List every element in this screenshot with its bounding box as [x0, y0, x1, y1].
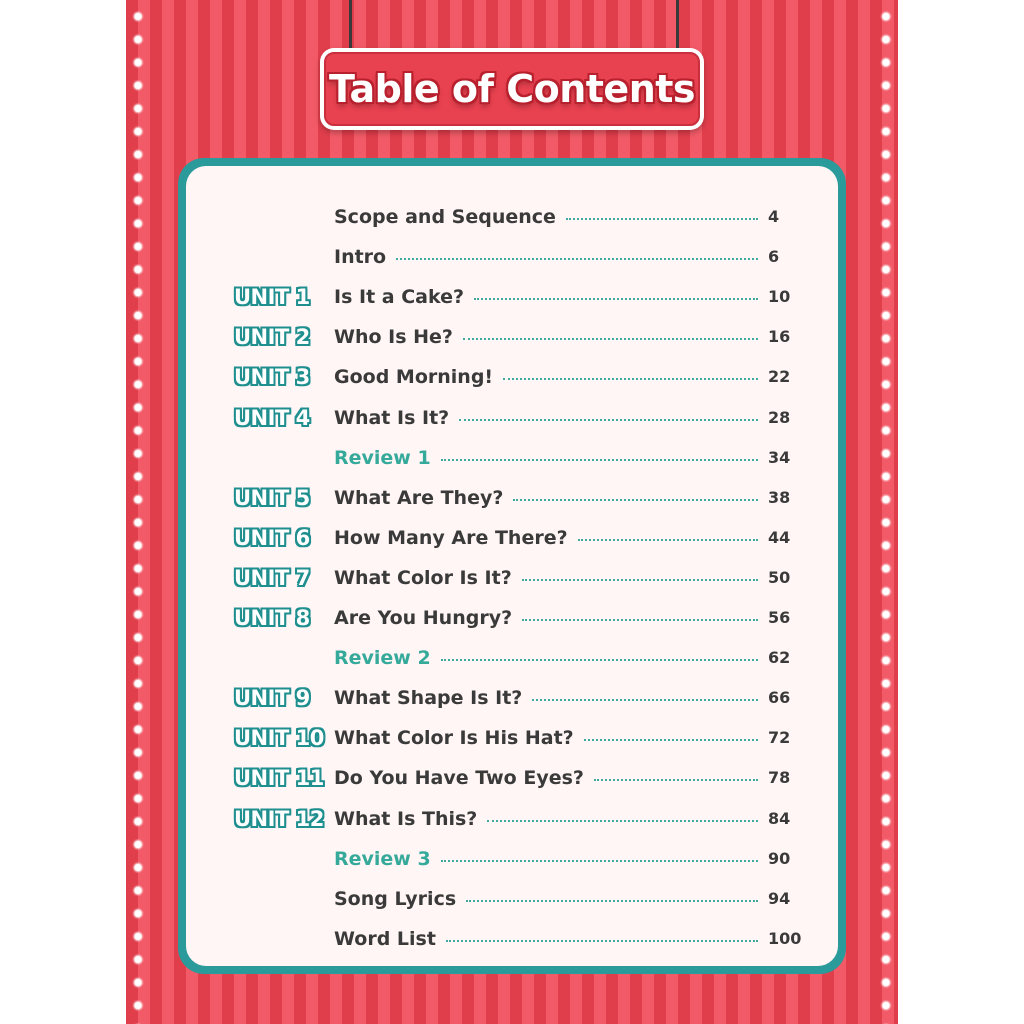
title-sign	[320, 48, 704, 130]
unit-badge: UNIT 5	[234, 486, 310, 510]
page-number: 4	[768, 207, 780, 226]
dotted-leader	[441, 860, 758, 862]
dotted-leader	[532, 699, 758, 701]
unit-badge: UNIT 9	[234, 686, 310, 710]
unit-badge: UNIT 11	[234, 766, 324, 790]
entry-title: What Are They?	[334, 487, 504, 509]
page-number: 22	[768, 367, 791, 386]
toc-row	[186, 522, 838, 554]
page-title: Table of Contents	[328, 67, 696, 111]
toc-row	[186, 361, 838, 393]
entry-title: Who Is He?	[334, 326, 453, 348]
page-number: 34	[768, 448, 791, 467]
toc-entry	[334, 722, 758, 754]
toc-entry	[334, 883, 758, 915]
entry-title: Intro	[334, 246, 387, 268]
entry-title: Scope and Sequence	[334, 206, 556, 228]
unit-badge: UNIT 4	[234, 406, 310, 430]
toc-row	[186, 803, 838, 835]
dotted-leader	[503, 378, 758, 380]
dotted-leader	[466, 900, 758, 902]
page-number: 72	[768, 728, 791, 747]
light-bulbs-left-border	[128, 0, 148, 1024]
entry-title: Song Lyrics	[334, 888, 457, 910]
toc-panel	[178, 158, 846, 974]
entry-title: What Color Is It?	[334, 567, 512, 589]
page-number: 10	[768, 287, 791, 306]
toc-entry	[334, 361, 758, 393]
toc-entry	[334, 482, 758, 514]
entry-title: What Color Is His Hat?	[334, 727, 574, 749]
hanging-wire-left	[349, 0, 352, 52]
entry-title: Is It a Cake?	[334, 286, 464, 308]
page-number: 66	[768, 688, 791, 707]
entry-title: How Many Are There?	[334, 527, 568, 549]
toc-row	[186, 442, 838, 474]
unit-badge: UNIT 1	[234, 285, 310, 309]
toc-entry	[334, 923, 758, 955]
page-number: 28	[768, 408, 791, 427]
toc-entry	[334, 321, 758, 353]
dotted-leader	[522, 619, 758, 621]
dotted-leader	[441, 459, 758, 461]
entry-title: Good Morning!	[334, 366, 494, 388]
toc-row	[186, 281, 838, 313]
toc-row	[186, 923, 838, 955]
unit-badge: UNIT 3	[234, 365, 310, 389]
dotted-leader	[578, 539, 758, 541]
toc-row	[186, 843, 838, 875]
toc-entry	[334, 201, 758, 233]
toc-row	[186, 722, 838, 754]
dotted-leader	[522, 579, 758, 581]
page-number: 6	[768, 247, 780, 266]
toc-entry	[334, 602, 758, 634]
entry-title: Are You Hungry?	[334, 607, 513, 629]
review-title: Review 2	[334, 647, 431, 669]
dotted-leader	[566, 218, 758, 220]
unit-badge: UNIT 8	[234, 606, 310, 630]
entry-title: What Is This?	[334, 808, 478, 830]
dotted-leader	[446, 940, 758, 942]
toc-entry	[334, 241, 758, 273]
review-title: Review 3	[334, 848, 431, 870]
page-number: 90	[768, 849, 791, 868]
toc-entry	[334, 442, 758, 474]
page-number: 94	[768, 889, 791, 908]
page-number: 50	[768, 568, 791, 587]
toc-row	[186, 642, 838, 674]
dotted-leader	[396, 258, 758, 260]
unit-badge: UNIT 7	[234, 566, 310, 590]
page-number: 16	[768, 327, 791, 346]
dotted-leader	[487, 820, 758, 822]
toc-row	[186, 562, 838, 594]
toc-row	[186, 402, 838, 434]
hanging-wire-right	[676, 0, 679, 52]
dotted-leader	[441, 659, 758, 661]
toc-entry	[334, 522, 758, 554]
toc-row	[186, 201, 838, 233]
dotted-leader	[463, 338, 758, 340]
toc-entry	[334, 402, 758, 434]
toc-row	[186, 482, 838, 514]
toc-row	[186, 682, 838, 714]
light-bulbs-right-border	[876, 0, 896, 1024]
dotted-leader	[513, 499, 758, 501]
toc-row	[186, 883, 838, 915]
toc-row	[186, 321, 838, 353]
page-number: 100	[768, 929, 802, 948]
toc-entry	[334, 762, 758, 794]
page-number: 56	[768, 608, 791, 627]
page-number: 62	[768, 648, 791, 667]
page-number: 44	[768, 528, 791, 547]
title-sign-face	[324, 52, 700, 126]
entry-title: Do You Have Two Eyes?	[334, 767, 584, 789]
entry-title: Word List	[334, 928, 436, 950]
page-number: 38	[768, 488, 791, 507]
unit-badge: UNIT 10	[234, 726, 324, 750]
unit-badge: UNIT 12	[234, 807, 324, 831]
toc-entry	[334, 642, 758, 674]
toc-panel-inner	[186, 166, 838, 966]
toc-row	[186, 241, 838, 273]
toc-entry	[334, 281, 758, 313]
review-title: Review 1	[334, 447, 431, 469]
dotted-leader	[584, 739, 758, 741]
unit-badge: UNIT 2	[234, 325, 310, 349]
entry-title: What Shape Is It?	[334, 687, 523, 709]
unit-badge: UNIT 6	[234, 526, 310, 550]
toc-row	[186, 762, 838, 794]
toc-entry	[334, 803, 758, 835]
toc-row	[186, 602, 838, 634]
entry-title: What Is It?	[334, 407, 450, 429]
toc-list	[186, 166, 838, 966]
toc-entry	[334, 562, 758, 594]
dotted-leader	[594, 779, 758, 781]
dotted-leader	[459, 419, 758, 421]
page-number: 84	[768, 809, 791, 828]
toc-entry	[334, 682, 758, 714]
dotted-leader	[474, 298, 758, 300]
toc-entry	[334, 843, 758, 875]
page-number: 78	[768, 768, 791, 787]
